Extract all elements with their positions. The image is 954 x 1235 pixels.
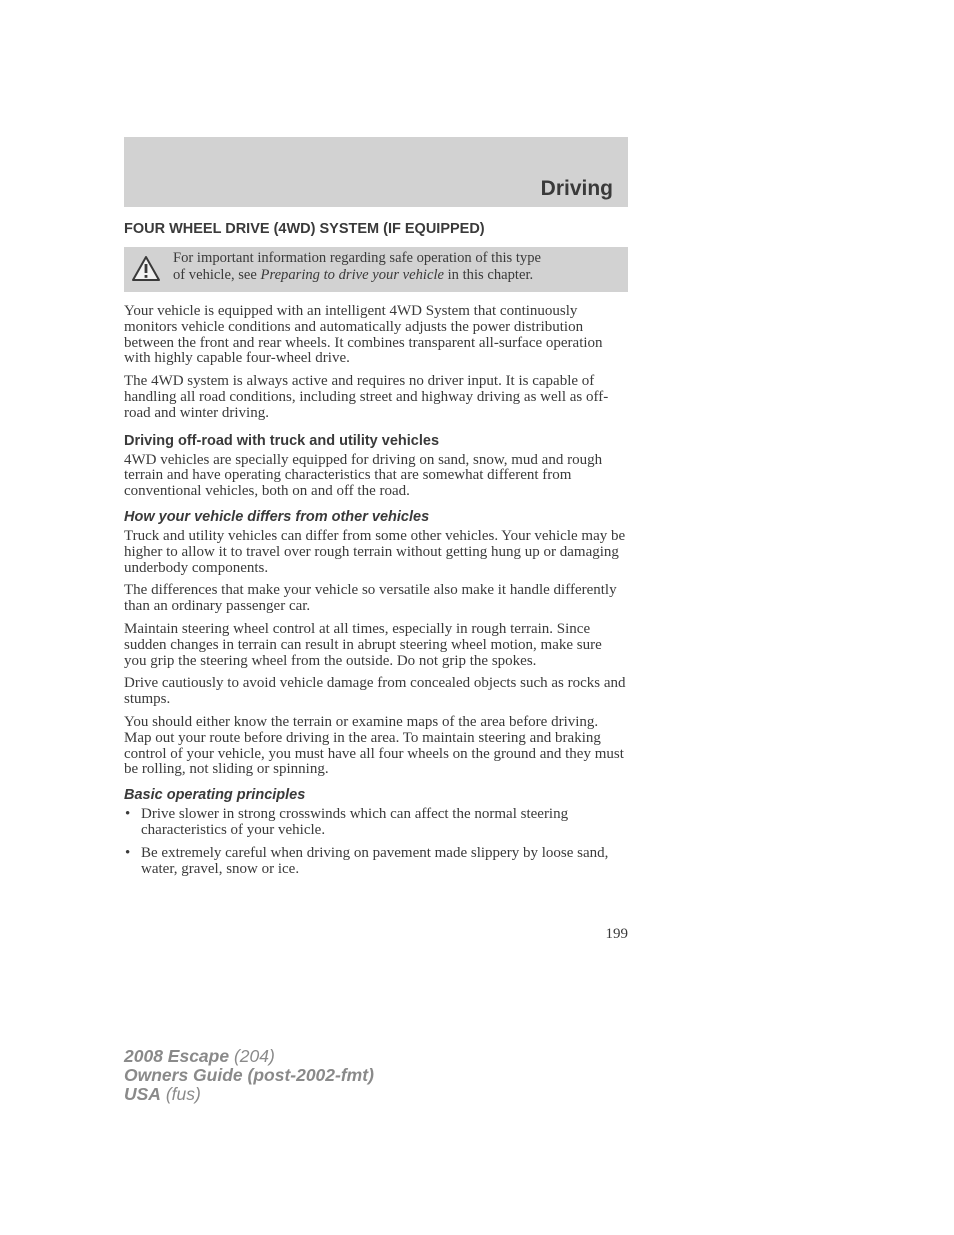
chapter-header bbox=[124, 137, 628, 207]
warning-text bbox=[173, 250, 620, 283]
offroad-heading: Driving off-road with truck and utility vehicles bbox=[124, 432, 440, 449]
intro-paragraph-1: Your vehicle is equipped with an intelligent 4WD System that continuously monitors vehicle conditions and automatically adjusts the power distribution between the front and rear wheels. It combines transparent all-surface operation with highly capable four-wheel drive. bbox=[124, 303, 603, 367]
list-item bbox=[124, 807, 628, 839]
footer-market: USA bbox=[124, 1084, 161, 1104]
chapter-title: Driving bbox=[540, 177, 613, 200]
bullet-icon: • bbox=[125, 844, 131, 861]
differs-paragraph-1: Truck and utility vehicles can differ from some other vehicles. Your vehicle may be higher to allow it to travel over rough terrain without getting hung up or damaging underbody components. bbox=[124, 527, 626, 576]
differs-heading: How your vehicle differs from other vehicles bbox=[124, 508, 430, 525]
section-title: FOUR WHEEL DRIVE (4WD) SYSTEM (IF EQUIPPED) bbox=[124, 221, 485, 237]
footer-market-code: (fus) bbox=[160, 1084, 201, 1104]
warning-line-1: For important information regarding safe operation of this type bbox=[173, 250, 541, 266]
bullet-text: Be extremely careful when driving on pavement made slippery by loose sand, water, gravel, snow or ice. bbox=[141, 844, 609, 877]
page-number: 199 bbox=[605, 926, 628, 942]
footer-line-3 bbox=[124, 1085, 374, 1104]
warning-box bbox=[124, 247, 628, 292]
bullet-text: Drive slower in strong crosswinds which can affect the normal steering characteristics of your vehicle. bbox=[141, 806, 569, 838]
warning-line-2-prefix: of vehicle, see bbox=[173, 266, 261, 283]
footer-info bbox=[124, 1047, 374, 1104]
warning-reference: Preparing to drive your vehicle bbox=[260, 266, 444, 283]
footer-line-1 bbox=[124, 1047, 374, 1066]
warning-triangle-icon bbox=[131, 255, 161, 282]
basic-bullet-list bbox=[124, 807, 628, 877]
differs-paragraph-3: Maintain steering wheel control at all times, especially in rough terrain. Since sudden changes in terrain can result in abrupt steering wheel motion, make sure you grip the steering wheel from the outside. Do not grip the spokes. bbox=[124, 620, 602, 669]
intro-paragraph-2: The 4WD system is always active and requires no driver input. It is capable of handling all road conditions, including street and highway driving as well as off-road and winter driving. bbox=[124, 373, 609, 421]
offroad-paragraph: 4WD vehicles are specially equipped for driving on sand, snow, mud and rough terrain and have operating characteristics that are somewhat different from conventional vehicles, both on and off the road. bbox=[124, 451, 603, 500]
basic-heading: Basic operating principles bbox=[124, 787, 306, 804]
bullet-icon: • bbox=[125, 806, 131, 823]
footer-model: 2008 Escape bbox=[124, 1046, 230, 1066]
differs-paragraph-2: The differences that make your vehicle so versatile also make it handle differently than an ordinary passenger car. bbox=[124, 582, 617, 615]
footer-guide: Owners Guide (post-2002-fmt) bbox=[124, 1065, 374, 1085]
differs-paragraph-4: Drive cautiously to avoid vehicle damage from concealed objects such as rocks and stumps. bbox=[124, 675, 626, 708]
list-item bbox=[124, 846, 628, 878]
warning-line-2-suffix: in this chapter. bbox=[443, 266, 534, 283]
footer-model-code: (204) bbox=[229, 1046, 275, 1066]
warning-line-2 bbox=[173, 267, 620, 284]
page-content bbox=[124, 219, 628, 884]
differs-paragraph-5: You should either know the terrain or examine maps of the area before driving. Map out your route before driving in the area. To maintain steering and braking control of your vehicle, you must have all four wheels on the ground and they must be rolling, not sliding or spinning. bbox=[124, 713, 624, 778]
footer-line-2 bbox=[124, 1066, 374, 1085]
